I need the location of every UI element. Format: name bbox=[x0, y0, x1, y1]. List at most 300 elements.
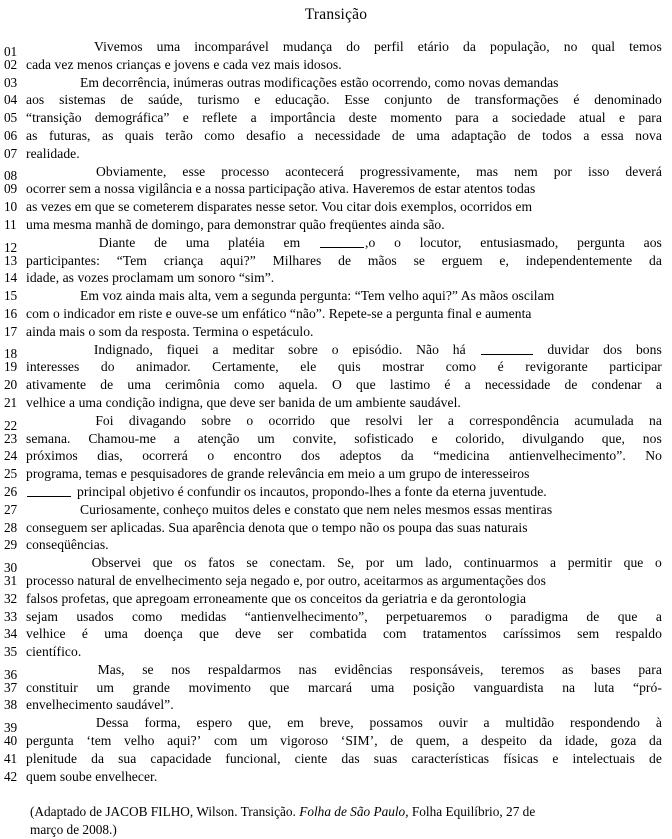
word: deste bbox=[348, 110, 377, 126]
word: velho bbox=[124, 733, 155, 749]
word: aqui?” bbox=[220, 252, 256, 268]
line-text bbox=[26, 714, 662, 732]
line-number: 29 bbox=[4, 537, 18, 553]
text-line bbox=[4, 590, 662, 608]
word: e bbox=[431, 430, 438, 446]
word: aquela. bbox=[278, 377, 318, 393]
word: criança bbox=[163, 252, 204, 268]
word: espero bbox=[196, 715, 233, 731]
line-number: 01 bbox=[4, 43, 18, 59]
line-number: 02 bbox=[4, 56, 18, 72]
line-text bbox=[26, 661, 662, 679]
text-line bbox=[4, 234, 662, 255]
word: Não bbox=[416, 341, 439, 357]
word: da bbox=[91, 750, 105, 766]
word: o bbox=[394, 234, 401, 250]
word: as bbox=[26, 127, 38, 143]
word: é bbox=[573, 92, 580, 108]
word: a bbox=[212, 341, 219, 357]
word: Dessa bbox=[95, 715, 129, 731]
word: plenitude bbox=[26, 750, 78, 766]
line-text bbox=[26, 323, 662, 341]
word: de bbox=[390, 733, 404, 749]
blank-fill bbox=[481, 345, 533, 355]
word: da bbox=[400, 448, 414, 464]
word: população, bbox=[489, 39, 550, 54]
word: demográfica” bbox=[94, 110, 170, 126]
word: responsáveis, bbox=[409, 661, 484, 677]
word: interesses bbox=[26, 359, 80, 375]
word: breve, bbox=[319, 715, 354, 731]
text-line bbox=[4, 198, 662, 216]
word: Observei bbox=[91, 555, 142, 571]
line-number: 34 bbox=[4, 626, 18, 642]
word: mostrar bbox=[382, 359, 425, 375]
word: respaldarmos bbox=[207, 661, 281, 677]
word: uma bbox=[104, 626, 128, 642]
word: perfil bbox=[373, 39, 404, 54]
word: o bbox=[331, 341, 339, 357]
word: isso bbox=[588, 163, 610, 179]
line-text bbox=[26, 198, 662, 216]
word: há bbox=[452, 341, 466, 357]
blank-holder bbox=[480, 341, 534, 359]
line-number: 10 bbox=[4, 199, 18, 215]
word: a bbox=[483, 715, 490, 731]
text-line bbox=[4, 216, 662, 234]
word: é bbox=[81, 626, 88, 642]
line-number: 19 bbox=[4, 359, 18, 375]
word: ler bbox=[418, 412, 433, 428]
word: despeito bbox=[480, 733, 527, 749]
word: a bbox=[492, 110, 499, 126]
word: luta bbox=[593, 679, 615, 695]
word: evidências bbox=[334, 661, 393, 677]
word: terão bbox=[165, 127, 193, 143]
word: O bbox=[331, 377, 342, 393]
word: locutor, bbox=[419, 234, 462, 250]
word: com bbox=[213, 733, 238, 749]
word: sua bbox=[118, 750, 137, 766]
word: que bbox=[152, 555, 173, 571]
word: dos bbox=[301, 448, 321, 464]
word: a bbox=[173, 430, 180, 446]
word: os bbox=[184, 555, 197, 571]
line-number: 08 bbox=[4, 168, 18, 184]
word: da bbox=[539, 733, 553, 749]
line-number: 21 bbox=[4, 394, 18, 410]
word: sem bbox=[577, 626, 600, 642]
word: caríssimos bbox=[503, 626, 561, 642]
blank-fill bbox=[320, 238, 364, 248]
word: e bbox=[552, 750, 559, 766]
line-number: 22 bbox=[4, 417, 18, 433]
text-line bbox=[4, 56, 662, 74]
word: forma, bbox=[144, 715, 181, 731]
word: combatida bbox=[309, 626, 367, 642]
word: medidas bbox=[180, 608, 227, 624]
line-number: 11 bbox=[4, 216, 17, 232]
word: ocorrerá bbox=[142, 448, 188, 464]
word: e bbox=[618, 110, 626, 126]
word: necessidade bbox=[484, 377, 551, 393]
line-text bbox=[26, 163, 662, 181]
word: essa bbox=[600, 127, 624, 143]
line-text bbox=[26, 109, 662, 127]
word: ouvir bbox=[438, 715, 468, 731]
line-number: 04 bbox=[4, 92, 18, 108]
source-note bbox=[0, 803, 672, 839]
word: denominado bbox=[594, 92, 662, 108]
word: etário bbox=[417, 39, 449, 54]
word: que, bbox=[601, 430, 625, 446]
word: que bbox=[355, 377, 376, 393]
word: em bbox=[283, 234, 301, 250]
text-line bbox=[4, 412, 662, 433]
paragraph-indent bbox=[26, 412, 80, 430]
word: ‘SIM’, bbox=[340, 733, 378, 749]
word: deverá bbox=[625, 163, 662, 179]
word: marcará bbox=[308, 679, 353, 695]
text-line bbox=[4, 430, 662, 448]
word: lado, bbox=[425, 555, 453, 571]
word: doença bbox=[144, 626, 183, 642]
line-text bbox=[26, 768, 662, 786]
word: participantes: bbox=[26, 252, 100, 268]
line-text bbox=[26, 56, 662, 74]
word: Esse bbox=[344, 92, 370, 108]
source-suffix: , Folha Equilíbrio, 27 de bbox=[405, 804, 536, 820]
source-italic-title: Folha de São Paulo bbox=[299, 804, 406, 820]
document-body bbox=[0, 38, 672, 785]
word: transformações bbox=[474, 92, 559, 108]
line-text bbox=[26, 447, 662, 465]
word: independentemente bbox=[525, 252, 633, 268]
word: de bbox=[517, 127, 531, 143]
word: sejam bbox=[26, 608, 58, 624]
word: sobre bbox=[201, 412, 232, 428]
word: adeptos bbox=[339, 448, 382, 464]
word: de bbox=[649, 750, 662, 766]
word: vanguardista bbox=[473, 679, 544, 695]
word: bons bbox=[635, 341, 662, 357]
word: que bbox=[623, 555, 644, 571]
word: duvidar bbox=[547, 341, 590, 357]
word: fatos bbox=[208, 555, 235, 571]
word: da bbox=[463, 39, 476, 54]
word: teremos bbox=[501, 661, 545, 677]
line-text-content: ainda mais o som da resposta. Termina o espetáculo. bbox=[26, 323, 314, 339]
line-text bbox=[26, 412, 662, 430]
text-line bbox=[4, 554, 662, 575]
word: sociedade bbox=[511, 110, 566, 126]
word: turismo bbox=[197, 92, 240, 108]
word: e, bbox=[499, 252, 509, 268]
word: uma bbox=[156, 39, 181, 54]
line-text bbox=[26, 145, 662, 163]
text-line bbox=[4, 358, 662, 376]
word: e bbox=[254, 92, 261, 108]
line-text bbox=[26, 465, 662, 483]
word: como bbox=[234, 377, 265, 393]
line-text bbox=[26, 341, 662, 359]
word: à bbox=[655, 715, 662, 731]
word: antienvelhecimento”. bbox=[508, 448, 626, 464]
word: uma bbox=[185, 234, 210, 250]
line-text-content: uma mesma manhã de domingo, para demonstrar quão freqüentes ainda são. bbox=[26, 216, 445, 232]
word: colorido, bbox=[455, 430, 505, 446]
line-number: 06 bbox=[4, 127, 18, 143]
text-line bbox=[4, 447, 662, 465]
word: Certamente, bbox=[212, 359, 279, 375]
line-text bbox=[26, 252, 662, 270]
line-text bbox=[26, 216, 662, 234]
word: incomparável bbox=[194, 39, 269, 54]
word: momento bbox=[390, 110, 442, 126]
line-number: 23 bbox=[4, 430, 18, 446]
word: dias, bbox=[97, 448, 123, 464]
word: conjunto bbox=[384, 92, 433, 108]
word: “Tem bbox=[116, 252, 147, 268]
word: possamos bbox=[369, 715, 423, 731]
word: por bbox=[553, 163, 572, 179]
word: participar bbox=[609, 359, 662, 375]
word: como bbox=[204, 127, 235, 143]
text-line bbox=[4, 608, 662, 626]
word: se bbox=[142, 661, 154, 677]
word: características bbox=[411, 750, 490, 766]
line-number: 31 bbox=[4, 572, 18, 588]
line-text bbox=[26, 287, 662, 305]
word: posição bbox=[412, 679, 455, 695]
blank-fill bbox=[27, 487, 71, 497]
text-line bbox=[4, 483, 662, 501]
word: do bbox=[100, 359, 115, 375]
word: como bbox=[445, 359, 477, 375]
word: de bbox=[586, 608, 600, 624]
word: ativamente bbox=[26, 377, 87, 393]
line-text bbox=[26, 376, 662, 394]
word: multidão bbox=[505, 715, 555, 731]
line-number: 16 bbox=[4, 305, 18, 321]
word: em bbox=[287, 715, 304, 731]
text-line bbox=[4, 679, 662, 697]
word: a bbox=[583, 127, 590, 143]
word: tratamentos bbox=[422, 626, 487, 642]
text-line bbox=[4, 341, 662, 362]
word: atenção bbox=[197, 430, 240, 446]
word: velhice bbox=[26, 626, 66, 642]
word: aos bbox=[643, 234, 662, 250]
word: quem, bbox=[415, 733, 450, 749]
word: ciente bbox=[294, 750, 328, 766]
line-number: 32 bbox=[4, 590, 18, 606]
line-number: 07 bbox=[4, 145, 18, 161]
text-line bbox=[4, 145, 662, 163]
word: a bbox=[297, 127, 304, 143]
word: funcional, bbox=[225, 750, 281, 766]
line-text-content: cada vez menos crianças e jovens e cada vez mais idosos. bbox=[26, 56, 342, 72]
line-number: 18 bbox=[4, 346, 18, 362]
word: nas bbox=[298, 661, 317, 677]
text-line bbox=[4, 305, 662, 323]
line-text-content: com o indicador em riste e ouve-se um enfático “não”. Repete-se a pergunta final e aumenta bbox=[26, 305, 532, 321]
word: educação. bbox=[275, 92, 330, 108]
word: respondendo bbox=[570, 715, 641, 731]
word: Chamou-me bbox=[88, 430, 156, 446]
line-number: 15 bbox=[4, 288, 18, 304]
word: respaldo bbox=[615, 626, 662, 642]
word: acumulada bbox=[574, 412, 634, 428]
word: suas bbox=[373, 750, 398, 766]
word: se bbox=[413, 252, 425, 268]
word: No bbox=[645, 448, 662, 464]
word: que bbox=[269, 679, 290, 695]
paragraph-indent bbox=[26, 234, 80, 252]
text-line bbox=[4, 394, 662, 412]
text-line bbox=[4, 501, 662, 519]
word: idade, bbox=[564, 733, 598, 749]
text-line bbox=[4, 732, 662, 750]
word: a bbox=[250, 110, 257, 126]
line-text-rest: principal objetivo é confundir os incautos, propondo-lhes a fonte da eterna juventude. bbox=[77, 483, 547, 499]
word: ‘tem bbox=[86, 733, 112, 749]
paragraph-indent bbox=[26, 341, 80, 359]
word: que bbox=[330, 412, 351, 428]
word: platéia bbox=[228, 234, 265, 250]
line-text-content: falsos profetas, que apregoam erroneamente que os conceitos da geriatria e da gerontologia bbox=[26, 590, 527, 606]
word: da bbox=[649, 252, 662, 268]
word: nova bbox=[635, 127, 662, 143]
line-text bbox=[26, 608, 662, 626]
line-number: 12 bbox=[4, 239, 18, 255]
word: cerimônia bbox=[165, 377, 220, 393]
word: para bbox=[455, 110, 479, 126]
word: mudança bbox=[282, 39, 333, 54]
word: mãos bbox=[367, 252, 397, 268]
word: goza bbox=[610, 733, 637, 749]
word: o bbox=[246, 412, 254, 428]
text-line bbox=[4, 127, 662, 145]
word: Foi bbox=[95, 412, 114, 428]
word: é bbox=[444, 377, 451, 393]
word: qual bbox=[591, 39, 616, 54]
paragraph-indent bbox=[26, 661, 80, 679]
line-number: 13 bbox=[4, 252, 18, 268]
line-number: 41 bbox=[4, 750, 18, 766]
line-text-content: velhice a uma condição indigna, que deve ser banida de um ambiente saudável. bbox=[26, 394, 461, 410]
line-text bbox=[26, 430, 662, 448]
word: a bbox=[464, 377, 471, 393]
line-text bbox=[26, 180, 662, 198]
line-text bbox=[26, 234, 662, 252]
word: semana. bbox=[26, 430, 71, 446]
line-text bbox=[26, 590, 662, 608]
word: das bbox=[341, 750, 360, 766]
word: vigoroso bbox=[280, 733, 329, 749]
line-text bbox=[26, 519, 662, 537]
word: deve bbox=[235, 626, 262, 642]
word: Mas, bbox=[97, 661, 125, 677]
line-number: 38 bbox=[4, 697, 18, 713]
line-number: 24 bbox=[4, 448, 18, 464]
word: que, bbox=[248, 715, 272, 731]
word: a bbox=[549, 555, 557, 571]
word: físicas bbox=[503, 750, 539, 766]
word: ocorrido bbox=[268, 412, 315, 428]
word: todos bbox=[542, 127, 572, 143]
word: adaptação bbox=[451, 127, 507, 143]
text-line bbox=[4, 519, 662, 537]
line-number: 28 bbox=[4, 519, 18, 535]
word: por bbox=[365, 555, 385, 571]
text-line bbox=[4, 572, 662, 590]
word: acontecerá bbox=[285, 163, 344, 179]
word: futuras, bbox=[48, 127, 91, 143]
word: “pró- bbox=[633, 679, 662, 695]
word: um bbox=[395, 555, 414, 571]
text-line bbox=[4, 74, 662, 92]
word: movimento bbox=[188, 679, 251, 695]
line-text bbox=[26, 91, 662, 109]
paragraph-indent bbox=[26, 163, 80, 181]
word: permitir bbox=[567, 555, 612, 571]
word: se bbox=[246, 555, 258, 571]
line-text bbox=[26, 501, 662, 519]
word: processo bbox=[221, 163, 270, 179]
word: capacidade bbox=[150, 750, 212, 766]
word: lastimo bbox=[389, 377, 431, 393]
word: Diante bbox=[98, 234, 136, 250]
line-text bbox=[26, 696, 662, 714]
line-text bbox=[26, 536, 662, 554]
word: fiquei bbox=[166, 341, 199, 357]
word: aos bbox=[26, 92, 45, 108]
line-text-content: conseguem ser aplicadas. Sua aparência denota que o tempo não os poupa das suas naturais bbox=[26, 519, 528, 535]
word: temos bbox=[629, 39, 662, 54]
line-text bbox=[26, 269, 662, 287]
line-number: 14 bbox=[4, 270, 18, 286]
line-text-content: Em decorrência, inúmeras outras modificações estão ocorrendo, como novas demandas bbox=[80, 74, 559, 90]
text-line bbox=[4, 91, 662, 109]
paragraph-indent bbox=[26, 554, 80, 572]
word: para bbox=[638, 661, 662, 677]
line-number: 03 bbox=[4, 74, 18, 90]
word: divagando bbox=[128, 412, 186, 428]
word: pergunta bbox=[26, 733, 74, 749]
word: importância bbox=[269, 110, 336, 126]
line-text bbox=[26, 625, 662, 643]
word: correspondência bbox=[469, 412, 560, 428]
text-line bbox=[4, 180, 662, 198]
line-number: 39 bbox=[4, 720, 18, 736]
word: esse bbox=[182, 163, 206, 179]
word: sobre bbox=[288, 341, 318, 357]
line-text-content: realidade. bbox=[26, 145, 80, 161]
word: na bbox=[562, 679, 576, 695]
text-line bbox=[4, 714, 662, 736]
word: a bbox=[447, 412, 454, 428]
word: para bbox=[638, 110, 662, 126]
word: um bbox=[250, 733, 268, 749]
word: uma bbox=[370, 679, 395, 695]
text-line bbox=[4, 269, 662, 287]
word: um bbox=[257, 430, 275, 446]
line-text bbox=[26, 679, 662, 697]
line-text bbox=[26, 572, 662, 590]
text-line bbox=[4, 252, 662, 270]
word: nos bbox=[171, 661, 191, 677]
